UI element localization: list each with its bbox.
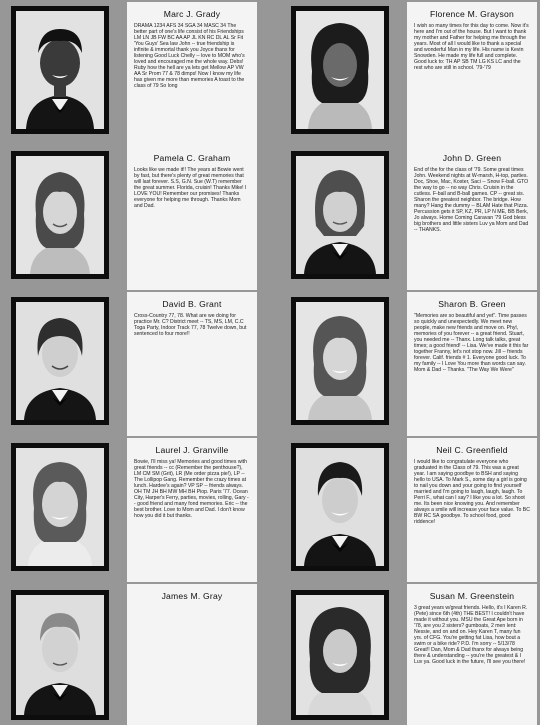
portrait-photo — [16, 595, 104, 715]
portrait-image — [16, 595, 104, 715]
portrait-image — [16, 302, 104, 420]
student-name: Neil C. Greenfield — [436, 445, 508, 455]
portrait-photo — [16, 448, 104, 566]
portrait-image — [296, 302, 384, 420]
student-bio: End of the for the class of '79. Some great times John. Weekend nights at W-marsh, H-top, parties. Doc, Shoe, Mac, Koster, Saci -- Snow F-ball. GTO the way to go -- no way Chris. Cruisin in the cutless. F-ball and B-ball games. CP -- great sis. Sharon the greatest neighbor. The bridge. How many? Hang the dummy -- BLAM Hate that Pizza. Percussion gets it SP, KZ, PR, LP N ME, BB Berk, Jo always. Home Coming Caravan '79 God bless big brothers and little sisters Luv ya Mom and Dad -- THANKS. — [414, 167, 529, 234]
student-entry — [407, 292, 537, 436]
portrait-image — [296, 595, 384, 715]
student-name: John D. Green — [442, 153, 502, 163]
student-bio: "Memories are so beautiful and yet". Time passes so quickly and unexpectedly. We meet new people, make new friends and move on. Phyl, memories of you forever -- a great friend. Stuart, you needed me -- Thanx. Long talk talks, great times; a good friend! -- Lisa. We've made it this far together Franny, let's not stop now. Jill -- friends forever. Calif. friends # 1. Everyone good luck. To my family -- I Love You more than words can say. Mom & Dad -- Thanks. "The Way We Were" — [414, 313, 529, 374]
student-entry — [127, 438, 257, 582]
student-entry — [127, 584, 257, 725]
portrait-frame — [11, 6, 109, 134]
portrait-frame — [11, 297, 109, 425]
student-entry — [407, 438, 537, 582]
student-bio: Looks like we made it!! The years at Bowie went by fast, but there's plenty of great memories that will last forever. S.S, G.N. Sue (W.T) remember the great summer. Florida, cruisin! Thanks Mike! I LOVE YOU! Remember our promises! Thanks everyone for helping me through. Thanks Mom and Dad. — [134, 167, 247, 210]
student-name: Sharon B. Green — [438, 299, 506, 309]
student-entry — [407, 2, 537, 146]
portrait-frame — [291, 297, 389, 425]
student-entry — [407, 146, 537, 290]
portrait-photo — [296, 595, 384, 715]
student-name: Susan M. Greenstein — [429, 591, 515, 601]
student-bio: I wish so many times for this day to come. Now it's here and I'm out of the house. But I want to thank my mother and Father for helping me through the years. Most of all I would like to thank a special and wonderful Man in my life. His name is Kevin Snowden. He made my life full and complete. Good luck to: TH AP SB TM LG KS LC and the rest who are still in school. '79-'79 — [414, 23, 529, 72]
portrait-frame — [291, 590, 389, 720]
student-bio: Bowie, I'll miss ya! Memories and good times with great friends -- cc (Remember the penthouse?), LM CM SM (Grit), LR (Me order pizza pie!), LP -- The Lollipop Gang. Remember the crazy times at lunch. Hardee's again? VP SP -- friends always. OH TM JH BH MW MH BH Piop. Paris '77. Ocean City, Harper's Ferry, parties, movies, rolling, Gary -- good friend and many fond memories. Eric -- the best brother. Love to Mom and Dad. I don't know how you did it but thanks. — [134, 459, 249, 520]
student-bio: DRAMA 1234 AFS 34 SGA 34 MASC 34 The better part of one's life consist of his Friendships LM LN JB FW BC AA AP JL KN RC DL AL Sr Fit 'You Guys' Sea law John -- true friendship is infinite & immortal thank you Joyce thanx for listening Good Luck Chelly -- love to MOM who's loved and encouraged me the whole way. Debs! Ruby how the hell are ya lets get Mellow AP VW AA Sr Prom 77 & 78 dimps! Now I know my life has given me more than memories A toast to the class of 79 So long — [134, 23, 245, 90]
student-bio: I would like to congratulate everyone who graduated in the Class of 79. This was a great year. I am saying goodbye to BSH and saying hello to USA. To Mark S., some day a girl is going to nail you down and your going to find yourself married and I'm going to laugh, laugh, laugh. To Perri F., what can I say? I like you a lot. So shoot me. Its been nice knowing you. And remember always a smile will increase your face value. To BC BW RC SA goodbye. To school food, good riddence! — [414, 459, 530, 526]
student-bio: Cross-Country 77, 78. What are we doing for practice Mr. C? District meet -- TS, MS, LM, C.C Toga Party, Indoor Track 77, 78 Twelve down, but sentenced to four more!! — [134, 313, 247, 338]
student-name: Florence M. Grayson — [429, 9, 515, 19]
student-entry — [127, 2, 257, 146]
student-name: James M. Gray — [161, 591, 223, 601]
student-name: Pamela C. Graham — [153, 153, 231, 163]
portrait-photo — [16, 156, 104, 274]
student-entry — [127, 292, 257, 436]
portrait-frame — [11, 590, 109, 720]
portrait-image — [16, 156, 104, 274]
student-name: David B. Grant — [162, 299, 222, 309]
portrait-photo — [296, 156, 384, 274]
student-bio: 3 great years w/great friends. Hello, it's I Karen R. (Pete) since 6th (4th) THE BEST! I couldn't have made it without you. MSU the Great Ape born in '78, are you 2 sisters? gumboats, 2 men lent: Nessie, and on and on. Hey Karen T, many fun yrs. of CFG. You're getting fat Lisa, how bout a swim or a bike ride? P.D. I'm sorry -- 5/13/78 Great!! Dan, Mom & Dad thanx for always being there & understanding -- you're the greatest & I Luv ya. Good luck in the future, I'll see you there! — [414, 605, 528, 666]
portrait-frame — [291, 6, 389, 134]
portrait-photo — [16, 302, 104, 420]
portrait-frame — [11, 151, 109, 279]
portrait-frame — [291, 443, 389, 571]
portrait-image — [296, 11, 384, 129]
portrait-frame — [291, 151, 389, 279]
student-entry — [407, 584, 537, 725]
portrait-image — [16, 448, 104, 566]
portrait-photo — [296, 302, 384, 420]
portrait-photo — [296, 448, 384, 566]
portrait-photo — [296, 11, 384, 129]
student-entry — [127, 146, 257, 290]
portrait-frame — [11, 443, 109, 571]
portrait-image — [296, 156, 384, 274]
student-name: Laurel J. Granville — [155, 445, 229, 455]
portrait-photo — [16, 11, 104, 129]
portrait-image — [296, 448, 384, 566]
portrait-image — [16, 11, 104, 129]
student-name: Marc J. Grady — [163, 9, 221, 19]
